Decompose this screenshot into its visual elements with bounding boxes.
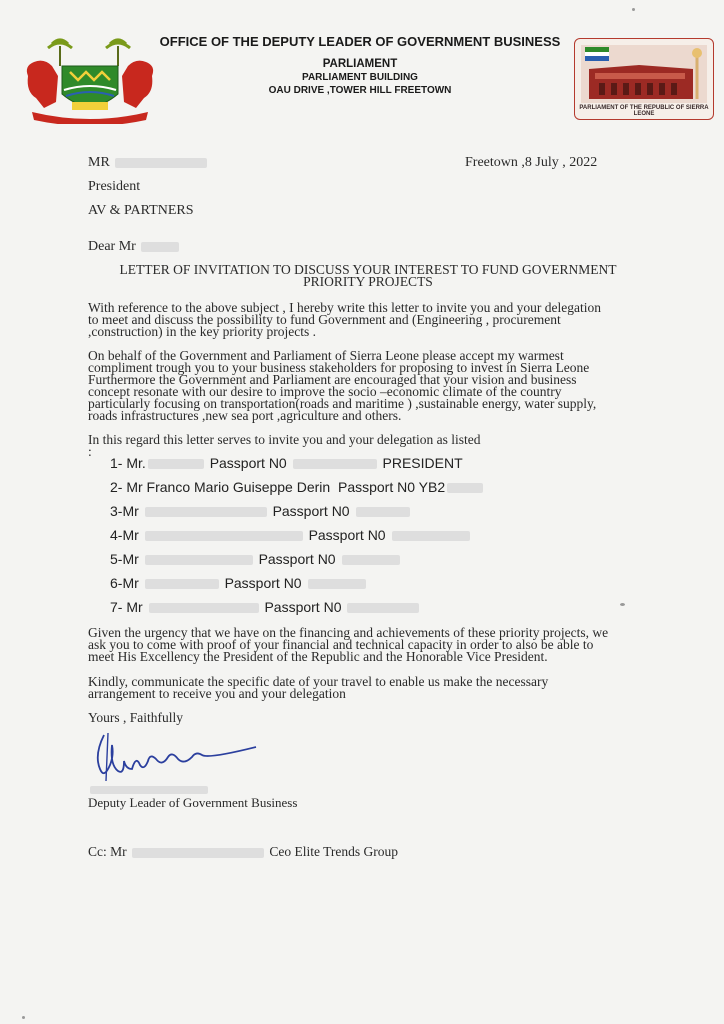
delegate-role: PRESIDENT (382, 455, 463, 471)
delegate-number: 4-Mr (110, 527, 139, 543)
salutation: Dear Mr (88, 239, 136, 254)
paragraph-line: meet His Excellency the President of the Republic and the Honorable Vice President. (88, 649, 548, 664)
cc-line (88, 845, 398, 859)
delegate-name: Mr. (126, 455, 146, 471)
delegate-item (110, 575, 368, 591)
paragraph-line: In this regard this letter serves to invite you and your delegation as listed (88, 432, 481, 447)
address-heading: OAU DRIVE ,TOWER HILL FREETOWN (268, 85, 452, 96)
cc-suffix: Ceo Elite Trends Group (269, 844, 399, 859)
parliament-seal (574, 38, 714, 120)
recipient-role: President (88, 179, 141, 194)
redacted-name (132, 848, 264, 858)
salutation-line (88, 240, 181, 254)
delegate-number: 2- (110, 479, 123, 495)
paragraph-behalf (88, 350, 648, 422)
redacted-passport (392, 531, 470, 541)
paragraph-line: roads infrastructures ,new sea port ,agriculture and others. (88, 408, 402, 423)
delegate-number: 3-Mr (110, 503, 139, 519)
paragraph-line: ,construction) in the key priority projects . (88, 324, 316, 339)
redacted-name (145, 531, 303, 541)
passport-label: Passport N0 (224, 575, 302, 591)
delegate-number: 6-Mr (110, 575, 139, 591)
cc-prefix: Cc: Mr (88, 844, 127, 859)
paragraph-travel (88, 676, 648, 700)
passport-label: Passport N0 (264, 599, 342, 615)
paragraph-line: Kindly, communicate the specific date of your travel to enable us make the necessary (88, 674, 549, 689)
redacted-passport (347, 603, 419, 613)
redacted-passport (356, 507, 410, 517)
redacted-name (148, 459, 204, 469)
paragraph-line: arrangement to receive you and your delegation (88, 686, 346, 701)
passport-label: Passport N0 (209, 455, 287, 471)
recipient-line (88, 156, 209, 170)
passport-label: Passport N0 (258, 551, 336, 567)
signature-icon (84, 725, 264, 785)
letter-subject (88, 264, 648, 288)
seal-caption: PARLIAMENT OF THE REPUBLIC OF SIERRA LEONE (579, 105, 709, 117)
recipient-prefix: MR (88, 155, 110, 170)
building-heading: PARLIAMENT BUILDING (302, 72, 418, 83)
delegate-item (110, 455, 463, 471)
redacted-passport (447, 483, 483, 493)
place-date: Freetown ,8 July , 2022 (465, 155, 598, 170)
delegate-number: 7- Mr (110, 599, 143, 615)
paragraph-line: On behalf of the Government and Parliament of Sierra Leone please accept my warmest (88, 348, 564, 363)
redacted-name (145, 507, 267, 517)
redacted-name (141, 242, 179, 252)
redacted-name (145, 579, 219, 589)
delegate-item (110, 599, 421, 615)
paragraph-line: concept resonate with our desire to improve the socio –economic climate of the country (88, 384, 562, 399)
paragraph-line: Furthermore the Government and Parliament are encouraged that your vision and business (88, 372, 577, 387)
paragraph-line: compliment trough you to your business stakeholders for proposing to invest in Sierra Leone (88, 360, 590, 375)
recipient-company: AV & PARTNERS (88, 203, 194, 218)
paragraph-intro (88, 302, 648, 338)
delegate-item (110, 527, 472, 543)
delegate-name: Mr Franco Mario Guiseppe Derin (126, 479, 331, 495)
paragraph-urgency (88, 627, 648, 663)
redacted-name (145, 555, 253, 565)
office-heading: OFFICE OF THE DEPUTY LEADER OF GOVERNMENT BUSINESS (159, 34, 561, 49)
delegate-number: 1- (110, 455, 123, 471)
subject-line: LETTER OF INVITATION TO DISCUSS YOUR INTEREST TO FUND GOVERNMENT (119, 262, 617, 277)
passport-prefix: YB2 (418, 479, 446, 495)
passport-label: Passport N0 (308, 527, 386, 543)
paragraph-line: particularly focusing on transportation(roads and maritime ) ,sustainable energy, water supply, (88, 396, 597, 411)
paragraph-line: to meet and discuss the possibility to fund Government and (Engineering , procurement (88, 312, 561, 327)
subject-line: PRIORITY PROJECTS (303, 274, 433, 289)
closing: Yours , Faithfully (88, 710, 184, 725)
paragraph-line: With reference to the above subject , I hereby write this letter to invite you and your delegation (88, 300, 602, 315)
scan-speck (22, 1016, 25, 1019)
coat-of-arms-icon (22, 36, 158, 124)
passport-label: Passport N0 (272, 503, 350, 519)
paragraph-line: : (88, 444, 92, 459)
redacted-name (149, 603, 259, 613)
signatory-title: Deputy Leader of Government Business (88, 795, 298, 810)
redacted-name (115, 158, 207, 168)
passport-label: Passport N0 (337, 479, 416, 495)
parliament-building-icon (575, 39, 713, 107)
scan-speck (620, 603, 625, 606)
paragraph-line: Given the urgency that we have on the financing and achievements of these priority projects, we (88, 625, 609, 640)
redacted-name (90, 786, 208, 794)
paragraph-line: ask you to come with proof of your financial and technical capacity in order to also be able to (88, 637, 594, 652)
delegate-number: 5-Mr (110, 551, 139, 567)
redacted-passport (293, 459, 377, 469)
redacted-passport (342, 555, 400, 565)
parliament-heading: PARLIAMENT (322, 58, 398, 70)
delegate-item (110, 479, 485, 495)
delegate-item (110, 503, 412, 519)
redacted-passport (308, 579, 366, 589)
delegate-item (110, 551, 402, 567)
scan-speck (632, 8, 635, 11)
